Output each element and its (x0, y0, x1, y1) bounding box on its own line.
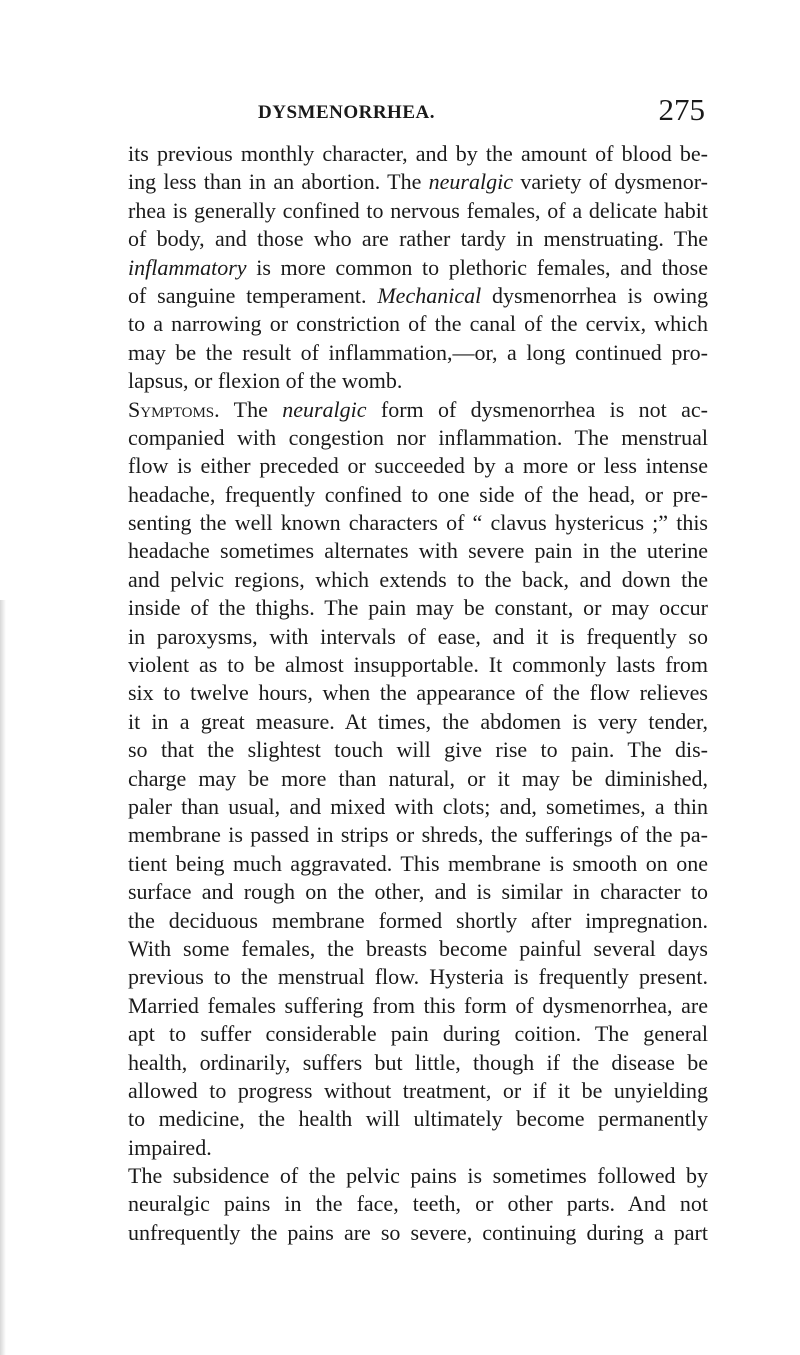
page-edge-shadow (0, 600, 6, 1355)
text-line: With some females, the breasts become painful several days (128, 935, 708, 961)
text-line: six to twelve hours, when the appearance of the flow relieves (128, 680, 708, 706)
page-number: 275 (658, 92, 705, 127)
text-line: of sanguine temperament. Mechanical dysmenorrhea is owing (128, 282, 708, 308)
text-line: to medicine, the health will ultimately become permanently (128, 1106, 708, 1132)
text-line: apt to suffer considerable pain during coition. The general (128, 1021, 708, 1047)
text-line: so that the slightest touch will give rise to pain. The dis- (128, 737, 708, 763)
text-line: its previous monthly character, and by the amount of blood be- (128, 141, 708, 166)
text-line: ing less than in an abortion. The neuralgic variety of dysmenor- (128, 169, 708, 195)
section-heading-line: Symptoms. The neuralgic form of dysmenorrhea is not ac- (128, 396, 709, 422)
text-line: headache, frequently confined to one side of the head, or pre- (128, 481, 708, 507)
text-line: the deciduous membrane formed shortly after impregnation. (128, 907, 708, 933)
text-line: previous to the menstrual flow. Hysteria is frequently present. (128, 964, 708, 990)
text-line: it in a great measure. At times, the abdomen is very tender, (128, 708, 708, 734)
text-line: The subsidence of the pelvic pains is sometimes followed by (128, 1163, 708, 1189)
text-line: senting the well known characters of “ clavus hystericus ;” this (128, 510, 708, 536)
section-heading-symptoms: Symptoms. (128, 396, 220, 422)
page-header (258, 86, 705, 136)
text-line: rhea is generally confined to nervous females, of a delicate habit (128, 197, 708, 223)
text-line: to a narrowing or constriction of the canal of the cervix, which (128, 311, 708, 337)
text-line: paler than usual, and mixed with clots; and, sometimes, a thin (128, 793, 708, 819)
text-line: membrane is passed in strips or shreds, the sufferings of the pa- (128, 822, 708, 848)
body-text (128, 140, 708, 1247)
text-line: allowed to progress without treatment, or if it be unyielding (128, 1077, 708, 1103)
text-line: Married females suffering from this form of dysmenorrhea, are (128, 992, 708, 1018)
text-line: companied with congestion nor inflammation. The menstrual (128, 424, 708, 450)
text-line: inflammatory is more common to plethoric females, and those (128, 254, 709, 280)
text-line: flow is either preceded or succeeded by a more or less intense (128, 453, 708, 479)
text-line: inside of the thighs. The pain may be constant, or may occur (128, 595, 708, 621)
text-line: neuralgic pains in the face, teeth, or other parts. And not (128, 1191, 708, 1217)
text-line: violent as to be almost insupportable. It commonly lasts from (128, 652, 708, 678)
text-line: in paroxysms, with intervals of ease, and it is frequently so (128, 623, 708, 649)
text-line: and pelvic regions, which extends to the back, and down the (128, 566, 708, 592)
text-line: surface and rough on the other, and is similar in character to (128, 879, 708, 905)
text-line: health, ordinarily, suffers but little, though if the disease be (128, 1049, 708, 1075)
text-line: charge may be more than natural, or it may be diminished, (128, 765, 708, 791)
text-line: of body, and those who are rather tardy in menstruating. The (128, 226, 708, 252)
text-line: impaired. (128, 1134, 212, 1160)
running-title: DYSMENORRHEA. (258, 102, 435, 123)
text-line: lapsus, or flexion of the womb. (128, 368, 403, 394)
text-line: tient being much aggravated. This membrane is smooth on one (128, 850, 708, 876)
text-line: unfrequently the pains are so severe, continuing during a part (128, 1219, 708, 1245)
text-line: headache sometimes alternates with severe pain in the uterine (128, 538, 708, 564)
text-line: may be the result of inflammation,—or, a long continued pro- (128, 339, 708, 365)
